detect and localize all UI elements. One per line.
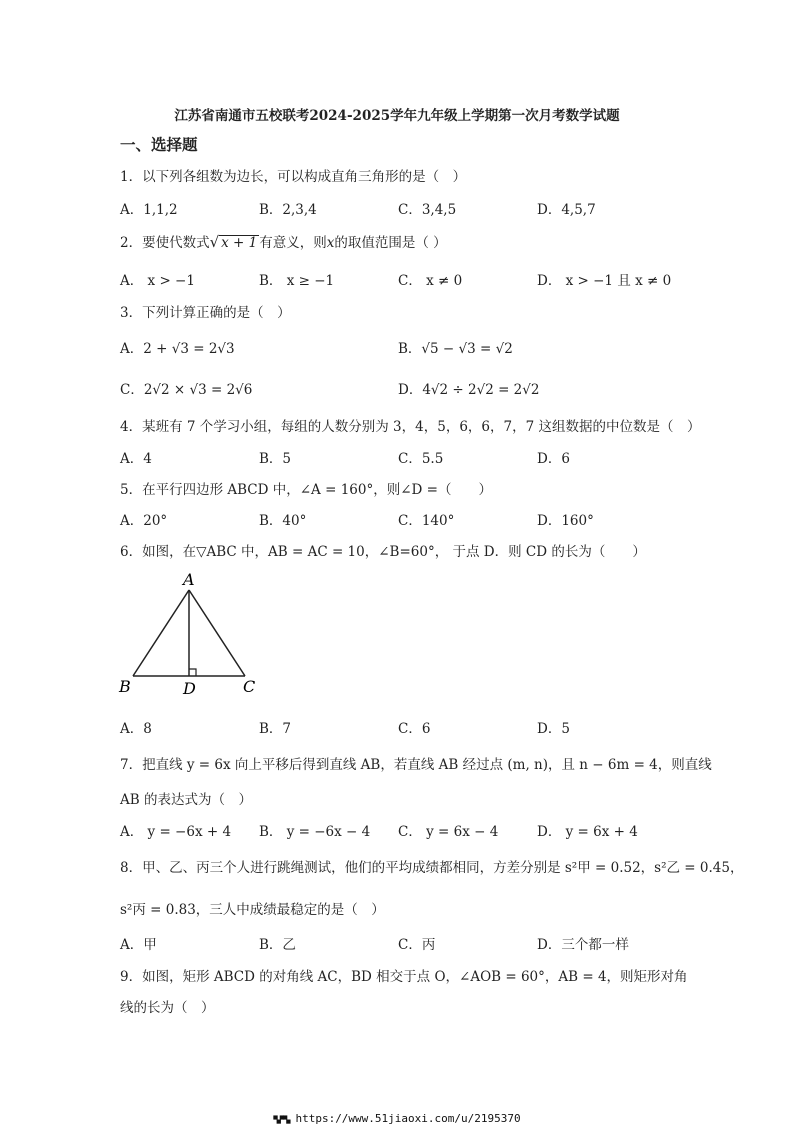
right-angle-mark	[189, 669, 196, 676]
side-ac	[189, 590, 245, 676]
footer-url[interactable]: https://www.51jiaoxi.com/u/2195370	[295, 1112, 521, 1125]
option-a: A．1,1,2	[120, 202, 178, 218]
question-8-stem-line2: s²丙 = 0.83，三人中成绩最稳定的是（ ）	[120, 902, 385, 918]
question-2-stem-mid: 有意义，则	[259, 235, 327, 251]
option-b: B．5	[259, 451, 292, 467]
side-ab	[133, 590, 189, 676]
question-5-options	[120, 509, 720, 529]
question-1-stem: 1．以下列各组数为边长，可以构成直角三角形的是（ ）	[120, 169, 467, 185]
option-c: C．6	[398, 721, 431, 737]
option-d: D． y = 6x + 4	[537, 824, 638, 840]
watermark-icon: ▀▄▀▀▄	[273, 1116, 290, 1124]
option-a: A．4	[120, 451, 152, 467]
option-b: B．2,3,4	[259, 202, 317, 218]
question-9-stem-line1: 9．如图，矩形 ABCD 的对角线 AC，BD 相交于点 O，∠AOB = 60°，AB = 4，则矩形对角	[120, 969, 688, 985]
question-2-var: x	[326, 235, 335, 251]
option-c: C． x ≠ 0	[398, 273, 463, 289]
option-a: A．甲	[120, 937, 157, 953]
option-d: D．6	[537, 451, 570, 467]
question-7-options	[120, 820, 720, 840]
question-4-stem: 4．某班有 7 个学习小组，每组的人数分别为 3，4，5，6，6，7，7 这组数据的中位数是（ ）	[120, 419, 701, 435]
option-c: C．2√2 × √3 = 2√6	[120, 382, 253, 398]
option-d: D．4,5,7	[537, 202, 596, 218]
option-a: A．20°	[120, 513, 168, 529]
triangle-figure	[113, 568, 273, 698]
question-7-stem-line2: AB 的表达式为（ ）	[120, 792, 252, 808]
label-d: D	[183, 679, 196, 698]
question-5-stem: 5．在平行四边形 ABCD 中，∠A = 160°，则∠D =（ ）	[120, 482, 492, 498]
question-1-options	[120, 198, 720, 218]
page-title: 江苏省南通市五校联考2024-2025学年九年级上学期第一次月考数学试题	[174, 108, 620, 124]
question-3-options-row1	[120, 337, 720, 357]
question-6-stem: 6．如图，在▽ABC 中，AB = AC = 10，∠B=60°， 于点 D．则 CD 的长为（ ）	[120, 544, 646, 560]
question-2-radicand: x + 1	[221, 235, 258, 251]
footer	[0, 1112, 794, 1125]
question-2-stem-post: 的取值范围是（ ）	[334, 235, 447, 251]
option-d: D． x > −1 且 x ≠ 0	[537, 273, 672, 289]
option-c: C．140°	[398, 513, 455, 529]
option-c: C．3,4,5	[398, 202, 457, 218]
question-8-stem-line1: 8．甲、乙、丙三个人进行跳绳测试，他们的平均成绩都相同，方差分别是 s²甲 = 0.52，s²乙 = 0.45，	[120, 860, 744, 876]
question-2-stem-pre: 2．要使代数式	[120, 235, 210, 251]
option-a: A．8	[120, 721, 152, 737]
label-a: A	[183, 570, 195, 589]
option-b: B．7	[259, 721, 292, 737]
option-c: C．丙	[398, 937, 436, 953]
option-d: D．5	[537, 721, 570, 737]
radical-sign: √	[209, 233, 220, 251]
option-d: D．160°	[537, 513, 594, 529]
option-c: C．5.5	[398, 451, 444, 467]
option-a: A．2 + √3 = 2√3	[120, 341, 235, 357]
option-b: B．40°	[259, 513, 307, 529]
question-3-options-row2	[120, 378, 720, 398]
question-8-options	[120, 933, 720, 953]
question-7-stem-line1: 7．把直线 y = 6x 向上平移后得到直线 AB，若直线 AB 经过点 (m, n)，且 n − 6m = 4，则直线	[120, 757, 712, 773]
option-a: A． y = −6x + 4	[120, 824, 232, 840]
question-3-stem: 3．下列计算正确的是（ ）	[120, 305, 291, 321]
question-4-options	[120, 447, 720, 467]
option-b: B． y = −6x − 4	[259, 824, 371, 840]
option-c: C． y = 6x − 4	[398, 824, 499, 840]
option-d: D．4√2 ÷ 2√2 = 2√2	[398, 382, 540, 398]
question-6-options	[120, 717, 720, 737]
option-a: A． x > −1	[120, 273, 195, 289]
section-heading: 一、选择题	[120, 136, 198, 154]
question-2-stem	[120, 231, 447, 251]
label-b: B	[119, 677, 131, 696]
question-2-options	[120, 269, 720, 289]
label-c: C	[243, 677, 256, 696]
option-b: B．√5 − √3 = √2	[398, 341, 513, 357]
option-b: B．乙	[259, 937, 296, 953]
question-9-stem-line2: 线的长为（ ）	[120, 1000, 215, 1016]
option-d: D．三个都一样	[537, 937, 629, 953]
option-b: B． x ≥ −1	[259, 273, 335, 289]
